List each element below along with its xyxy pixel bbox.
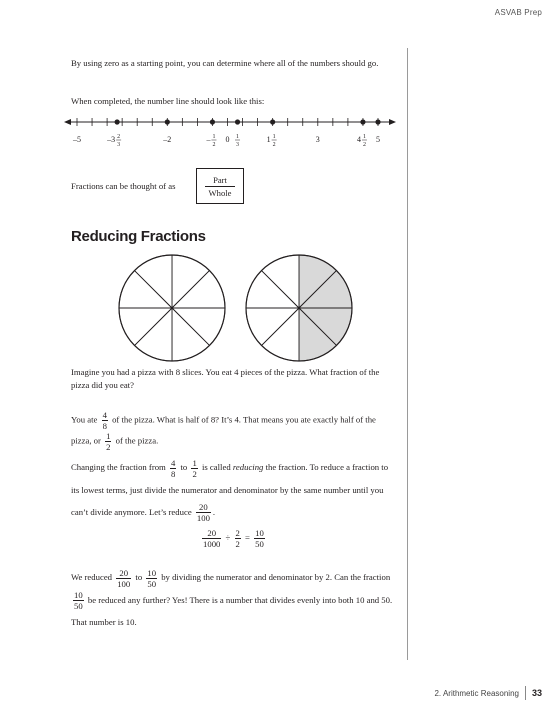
svg-text:–3: –3 xyxy=(107,135,116,144)
svg-text:–5: –5 xyxy=(73,135,81,144)
svg-text:–: – xyxy=(206,135,211,144)
svg-text:2: 2 xyxy=(117,134,121,140)
pizza-diagram xyxy=(100,252,370,364)
svg-text:5: 5 xyxy=(376,135,380,144)
svg-text:2: 2 xyxy=(272,142,276,148)
whole-label: Whole xyxy=(208,188,232,198)
svg-text:1: 1 xyxy=(236,134,240,140)
svg-text:1: 1 xyxy=(362,134,366,140)
number-line-label xyxy=(162,135,171,144)
number-line-label xyxy=(106,134,121,148)
intro-paragraph-1: By using zero as a starting point, you can determine where all of the numbers should go. xyxy=(71,58,379,68)
number-line-label xyxy=(235,134,240,148)
number-line-label xyxy=(226,135,230,144)
svg-text:2: 2 xyxy=(212,142,216,148)
part-label: Part xyxy=(205,175,235,187)
number-line-label xyxy=(376,135,380,144)
number-line-point xyxy=(375,119,380,124)
chapter-label: 2. Arithmetic Reasoning xyxy=(434,688,519,698)
number-line-label xyxy=(267,134,277,148)
svg-text:1: 1 xyxy=(272,134,276,140)
footer-divider xyxy=(525,686,526,700)
number-line-point xyxy=(360,119,365,124)
svg-text:4: 4 xyxy=(356,135,361,144)
number-line xyxy=(60,112,400,160)
part-whole-box xyxy=(196,168,244,204)
pizza-paragraph: Imagine you had a pizza with 8 slices. You eat 4 pieces of the pizza. What fraction of the pizza did you eat? xyxy=(71,367,380,390)
part-whole-lead: Fractions can be thought of as xyxy=(71,181,176,191)
section-heading: Reducing Fractions xyxy=(71,228,206,245)
svg-text:1: 1 xyxy=(266,135,271,144)
svg-text:3: 3 xyxy=(315,135,320,144)
number-line-point xyxy=(270,119,275,124)
page-footer xyxy=(434,686,542,700)
reduced-paragraph: We reduced $\frac{20}{100}$ to $\frac{10}{50}$ by dividing the numerator and denominator by 2. Can the fraction $\frac{10}{50}$ be reduced any further? Yes! There is a number that divides evenly into both 10 and 50. That number is 10. xyxy=(71,567,393,627)
number-line-label xyxy=(72,135,81,144)
svg-text:3: 3 xyxy=(117,142,121,148)
reduction-equation: $\frac{20}{1000}$ ÷ $\frac{2}{2}$ = $\frac{10}{50}$ xyxy=(203,528,264,549)
svg-text:1: 1 xyxy=(212,134,216,140)
number-line-label xyxy=(316,135,320,144)
margin-rule xyxy=(407,48,408,660)
number-line-point xyxy=(210,119,215,124)
page-number: 33 xyxy=(531,688,542,698)
svg-text:3: 3 xyxy=(236,142,240,148)
ate-paragraph: You ate $\frac{4}{8}$ of the pizza. What is half of 8? It’s 4. That means you ate exactly half of the pizza, or $\frac{1}{2}$ of the pizza. xyxy=(71,410,376,452)
svg-text:0: 0 xyxy=(225,135,230,144)
intro-paragraph-2: When completed, the number line should look like this: xyxy=(71,96,265,106)
number-line-point xyxy=(165,119,170,124)
pizza-half-eaten xyxy=(246,255,352,361)
right-arrow-icon xyxy=(389,119,396,125)
change-paragraph: Changing the fraction from $\frac{4}{8}$ to $\frac{1}{2}$ is called reducing the fraction. To reduce a fraction to its lowest terms, just divide the numerator and denominator by the same number until you can’t divide anymore. Let’s reduce $\frac{20}{100}$ . xyxy=(71,457,389,523)
pizza-whole xyxy=(119,255,225,361)
number-line-label xyxy=(357,134,367,148)
svg-text:2: 2 xyxy=(362,142,366,148)
svg-text:–2: –2 xyxy=(163,135,172,144)
number-line-point xyxy=(235,119,240,124)
left-arrow-icon xyxy=(64,119,71,125)
number-line-point xyxy=(115,119,120,124)
running-header: ASVAB Prep xyxy=(494,8,542,17)
number-line-label xyxy=(205,134,216,148)
